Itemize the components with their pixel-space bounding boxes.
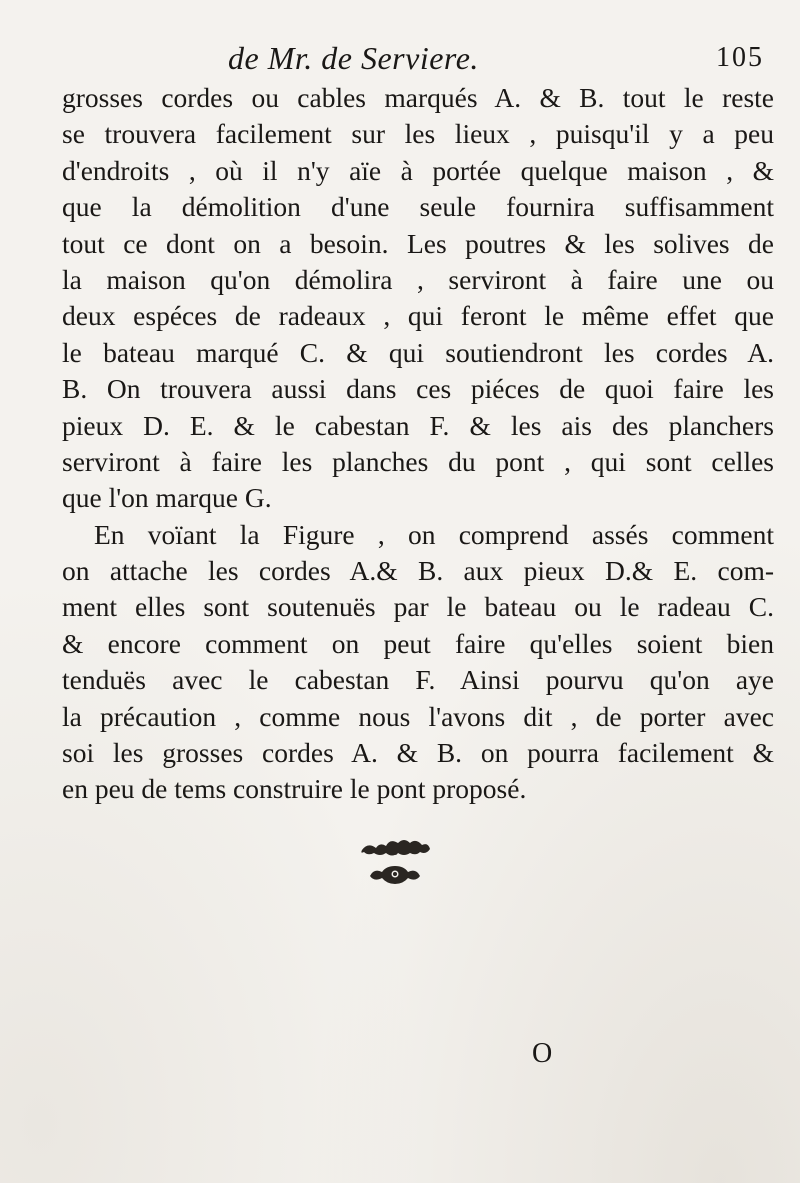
text-line: la maison qu'on démolira , serviront à faire une ou xyxy=(62,263,774,295)
text-line: soi les grosses cordes A. & B. on pourra facilement & xyxy=(62,737,774,769)
text-line: deux espéces de radeaux , qui feront le même effet que xyxy=(62,300,774,332)
text-line: se trouvera facilement sur les lieux , puisqu'il y a peu xyxy=(62,118,774,150)
text-line: en peu de tems construire le pont proposé. xyxy=(62,773,527,805)
signature-mark: O xyxy=(532,1038,553,1069)
text-line: B. On trouvera aussi dans ces piéces de quoi faire les xyxy=(62,373,774,405)
text-line: serviront à faire les planches du pont , qui sont celles xyxy=(62,445,774,477)
text-line: que la démolition d'une seule fournira suffisamment xyxy=(62,191,774,223)
running-title: de Mr. de Serviere. xyxy=(228,40,479,76)
text-line: que l'on marque G. xyxy=(62,482,272,514)
body-text xyxy=(62,80,774,808)
text-line: le bateau marqué C. & qui soutiendront les cordes A. xyxy=(62,336,774,368)
text-line: grosses cordes ou cables marqués A. & B. tout le reste xyxy=(62,82,774,113)
text-line: on attache les cordes A.& B. aux pieux D.& E. com- xyxy=(62,555,774,587)
text-line: pieux D. E. & le cabestan F. & les ais des planchers xyxy=(62,409,774,441)
page-number: 105 xyxy=(716,42,764,73)
text-line-paragraph-start: En voïant la Figure , on comprend assés comment xyxy=(94,518,774,550)
text-line: ment elles sont soutenuës par le bateau ou le radeau C. xyxy=(62,591,774,623)
text-line: d'endroits , où il n'y aïe à portée quelque maison , & xyxy=(62,154,774,186)
text-line: tout ce dont on a besoin. Les poutres & les solives de xyxy=(62,227,774,259)
text-line: tenduës avec le cabestan F. Ainsi pourvu qu'on aye xyxy=(62,664,774,696)
text-line: & encore comment on peut faire qu'elles soient bien xyxy=(62,627,774,659)
fleuron-ornament-icon xyxy=(340,836,450,896)
text-line: la précaution , comme nous l'avons dit , de porter avec xyxy=(62,700,774,732)
